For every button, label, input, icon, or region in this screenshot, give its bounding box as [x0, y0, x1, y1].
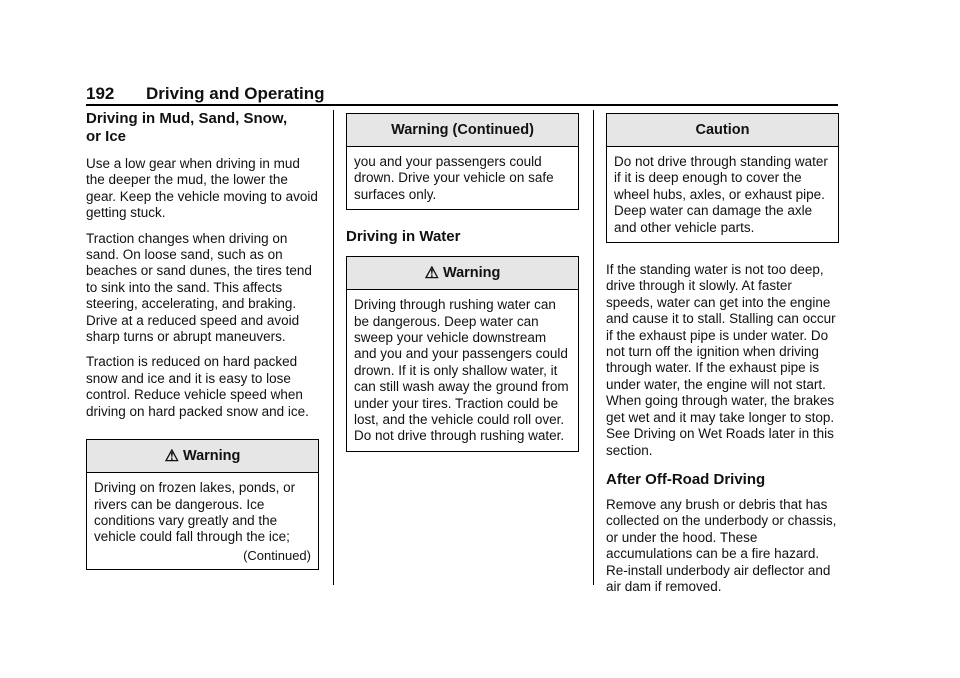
continued-label: (Continued) [243, 547, 311, 563]
warning-continued-box [346, 113, 579, 210]
warning-text: you and your passengers could drown. Drive your vehicle on safe surfaces only. [354, 154, 554, 202]
warning-header: ⚠ Warning [87, 440, 318, 473]
page-header [86, 84, 838, 104]
header-rule [86, 104, 838, 106]
warning-box [86, 439, 319, 570]
page-number: 192 [86, 84, 115, 103]
column-1 [86, 110, 319, 570]
column-divider [593, 110, 594, 585]
warning-text: Driving on frozen lakes, ponds, or rivers can be dangerous. Ice conditions vary greatly and the vehicle could fall through the ice; [94, 480, 296, 545]
caution-box [606, 113, 839, 243]
heading-driving-in-water: Driving in Water [346, 228, 461, 246]
heading-after-off-road: After Off-Road Driving [606, 470, 766, 488]
heading-mud-sand: Driving in Mud, Sand, Snow, or Ice [86, 110, 288, 145]
section-title: Driving and Operating [146, 84, 325, 103]
paragraph: Traction changes when driving on sand. On loose sand, such as on beaches or sand dunes, the tires tend to sink into the sand. This affects steering, accelerating, and braking. Drive at a reduced speed and avoid sharp turns or abrupt maneuvers. [86, 230, 312, 345]
caution-text: Do not drive through standing water if it is deep enough to cover the wheel hubs, axles, or exhaust pipe. Deep water can damage the axle and other vehicle parts. [614, 154, 828, 235]
paragraph: Traction is reduced on hard packed snow and ice and it is easy to lose control. Reduce vehicle speed when driving on hard packed snow and ice. [86, 354, 309, 419]
warning-continued-header: Warning (Continued) [347, 114, 578, 147]
paragraph: Use a low gear when driving in mud the deeper the mud, the lower the gear. Keep the vehicle moving to avoid getting stuck. [86, 156, 318, 221]
warning-triangle-icon: ⚠ [424, 265, 439, 283]
column-divider [333, 110, 334, 585]
paragraph: If the standing water is not too deep, drive through it slowly. At faster speeds, water can get into the engine and cause it to stall. Stalling can occur if the exhaust pipe is under water. Do not turn off the ignition when driving through water. If the exhaust pipe is under water, the engine will not start. When going through water, the brakes get wet and it may take longer to stop. See Driving on Wet Roads later in this section. [606, 262, 836, 458]
warning-box [346, 256, 579, 452]
column-3 [606, 113, 839, 604]
warning-header: ⚠ Warning [347, 257, 578, 290]
column-2 [346, 113, 579, 452]
warning-triangle-icon: ⚠ [164, 448, 179, 466]
paragraph: Remove any brush or debris that has collected on the underbody or chassis, or under the hood. These accumulations can be a fire hazard. Re-install underbody air deflector and air dam if removed. [606, 496, 837, 594]
warning-text: Driving through rushing water can be dangerous. Deep water can sweep your vehicle downstream and you and your passengers could drown. If it is only shallow water, it can still wash away the ground from under your tires. Traction could be lost, and the vehicle could roll over. Do not drive through rushing water. [354, 297, 569, 444]
caution-header: Caution [607, 114, 838, 147]
